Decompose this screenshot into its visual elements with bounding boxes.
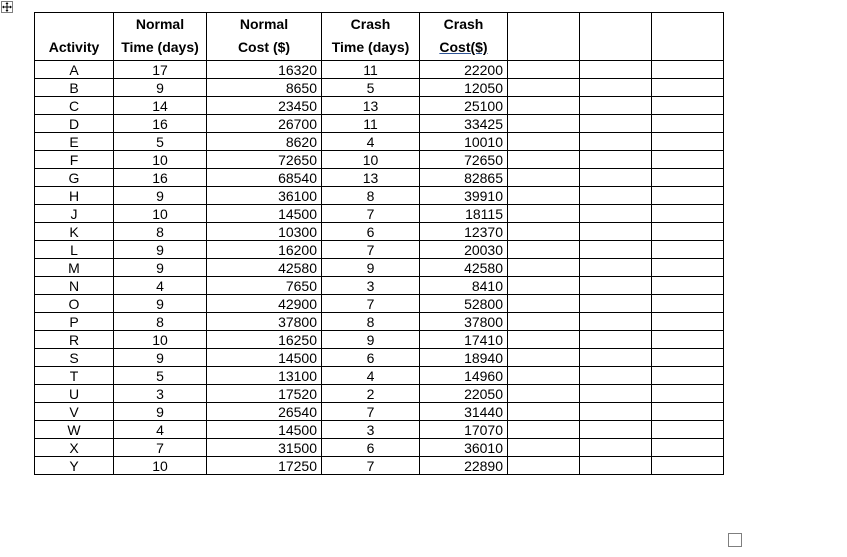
normal-time-cell[interactable]: 9 — [114, 79, 207, 97]
empty-cell[interactable] — [508, 439, 580, 457]
normal-cost-cell[interactable]: 16250 — [207, 331, 322, 349]
crash-time-cell[interactable]: 3 — [322, 277, 420, 295]
table-row — [35, 349, 724, 367]
normal-cost-cell[interactable]: 14500 — [207, 205, 322, 223]
crash-time-cell[interactable]: 4 — [322, 367, 420, 385]
normal-time-cell[interactable]: 9 — [114, 403, 207, 421]
normal-time-cell[interactable]: 10 — [114, 151, 207, 169]
empty-cell[interactable] — [508, 205, 580, 223]
table-row — [35, 223, 724, 241]
activity-cell[interactable]: G — [35, 169, 114, 187]
empty-cell[interactable] — [652, 349, 724, 367]
crash-time-cell[interactable]: 8 — [322, 187, 420, 205]
empty-cell[interactable] — [580, 403, 652, 421]
normal-cost-cell[interactable]: 14500 — [207, 349, 322, 367]
crash-time-cell[interactable]: 7 — [322, 457, 420, 475]
crash-time-cell[interactable]: 7 — [322, 241, 420, 259]
activity-cell[interactable]: P — [35, 313, 114, 331]
normal-time-cell[interactable]: 9 — [114, 241, 207, 259]
crash-cost-cell[interactable]: 12050 — [420, 79, 508, 97]
table-row — [35, 421, 724, 439]
crash-time-cell[interactable]: 13 — [322, 97, 420, 115]
empty-cell[interactable] — [508, 385, 580, 403]
empty-cell[interactable] — [508, 421, 580, 439]
table-row — [35, 241, 724, 259]
activity-cell[interactable]: L — [35, 241, 114, 259]
empty-cell[interactable] — [508, 13, 580, 61]
activity-cell[interactable]: R — [35, 331, 114, 349]
empty-cell[interactable] — [508, 367, 580, 385]
table-row — [35, 331, 724, 349]
empty-cell[interactable] — [508, 61, 580, 79]
empty-cell[interactable] — [508, 277, 580, 295]
normal-cost-cell[interactable]: 10300 — [207, 223, 322, 241]
crash-cost-cell[interactable]: 17410 — [420, 331, 508, 349]
table-row — [35, 367, 724, 385]
normal-time-cell[interactable]: 4 — [114, 421, 207, 439]
activity-cell[interactable]: K — [35, 223, 114, 241]
empty-cell[interactable] — [652, 277, 724, 295]
crash-time-cell[interactable]: 4 — [322, 133, 420, 151]
crash-cost-cell[interactable]: 12370 — [420, 223, 508, 241]
crash-time-cell[interactable]: 7 — [322, 403, 420, 421]
normal-cost-cell[interactable]: 7650 — [207, 277, 322, 295]
crash-time-cell[interactable]: 6 — [322, 439, 420, 457]
crash-cost-cell[interactable]: 42580 — [420, 259, 508, 277]
empty-cell[interactable] — [580, 421, 652, 439]
normal-cost-cell[interactable]: 16320 — [207, 61, 322, 79]
empty-cell[interactable] — [580, 169, 652, 187]
empty-cell[interactable] — [652, 421, 724, 439]
crash-time-cell[interactable]: 9 — [322, 259, 420, 277]
table-row — [35, 457, 724, 475]
crash-cost-cell[interactable]: 37800 — [420, 313, 508, 331]
empty-cell[interactable] — [508, 331, 580, 349]
normal-time-cell[interactable]: 5 — [114, 367, 207, 385]
activity-cell[interactable]: T — [35, 367, 114, 385]
table-row — [35, 259, 724, 277]
table-row — [35, 169, 724, 187]
normal-cost-cell[interactable]: 36100 — [207, 187, 322, 205]
table-row — [35, 277, 724, 295]
empty-cell[interactable] — [580, 439, 652, 457]
empty-cell[interactable] — [580, 241, 652, 259]
empty-cell[interactable] — [652, 331, 724, 349]
crash-cost-cell[interactable]: 22200 — [420, 61, 508, 79]
crash-cost-cell[interactable]: 10010 — [420, 133, 508, 151]
activity-cell[interactable]: E — [35, 133, 114, 151]
normal-time-cell[interactable]: 9 — [114, 259, 207, 277]
crash-time-cell[interactable]: 3 — [322, 421, 420, 439]
empty-cell[interactable] — [508, 403, 580, 421]
activity-cell[interactable]: A — [35, 61, 114, 79]
normal-cost-cell[interactable]: 42900 — [207, 295, 322, 313]
normal-time-cell[interactable]: 4 — [114, 277, 207, 295]
empty-cell[interactable] — [580, 277, 652, 295]
normal-time-cell[interactable]: 10 — [114, 457, 207, 475]
table-row — [35, 61, 724, 79]
activity-cell[interactable]: U — [35, 385, 114, 403]
normal-time-cell[interactable]: 9 — [114, 295, 207, 313]
normal-time-cell[interactable]: 10 — [114, 331, 207, 349]
table-row — [35, 133, 724, 151]
crash-time-cell[interactable]: 13 — [322, 169, 420, 187]
resize-square-icon[interactable] — [728, 533, 742, 547]
normal-cost-cell[interactable]: 16200 — [207, 241, 322, 259]
crash-cost-cell[interactable]: 22050 — [420, 385, 508, 403]
table-move-handle-icon[interactable] — [1, 1, 13, 13]
activity-cell[interactable]: C — [35, 97, 114, 115]
activity-cell[interactable]: J — [35, 205, 114, 223]
empty-cell[interactable] — [580, 61, 652, 79]
empty-cell[interactable] — [580, 115, 652, 133]
normal-time-cell[interactable]: 7 — [114, 439, 207, 457]
normal-cost-cell[interactable]: 31500 — [207, 439, 322, 457]
activity-cell[interactable]: N — [35, 277, 114, 295]
empty-cell[interactable] — [652, 187, 724, 205]
empty-cell[interactable] — [580, 97, 652, 115]
normal-time-cell[interactable]: 16 — [114, 169, 207, 187]
empty-cell[interactable] — [652, 133, 724, 151]
empty-cell[interactable] — [580, 13, 652, 61]
crash-cost-cell[interactable]: 72650 — [420, 151, 508, 169]
empty-cell[interactable] — [652, 367, 724, 385]
table-row — [35, 403, 724, 421]
empty-cell[interactable] — [652, 457, 724, 475]
empty-cell[interactable] — [652, 223, 724, 241]
crash-cost-cell[interactable]: 33425 — [420, 115, 508, 133]
activity-cell[interactable]: O — [35, 295, 114, 313]
table-row — [35, 151, 724, 169]
normal-cost-cell[interactable]: 17520 — [207, 385, 322, 403]
normal-cost-cell[interactable]: 37800 — [207, 313, 322, 331]
crash-time-cell[interactable]: 7 — [322, 295, 420, 313]
crash-cost-cell[interactable]: 20030 — [420, 241, 508, 259]
crash-cost-cell[interactable]: 25100 — [420, 97, 508, 115]
normal-cost-cell[interactable]: 8620 — [207, 133, 322, 151]
empty-cell[interactable] — [580, 349, 652, 367]
normal-cost-cell[interactable]: 68540 — [207, 169, 322, 187]
table-row — [35, 313, 724, 331]
activity-cell[interactable]: F — [35, 151, 114, 169]
header-activity[interactable]: Activity — [35, 13, 114, 61]
empty-cell[interactable] — [652, 151, 724, 169]
crash-cost-cell[interactable]: 14960 — [420, 367, 508, 385]
crash-cost-cell[interactable]: 17070 — [420, 421, 508, 439]
normal-cost-cell[interactable]: 72650 — [207, 151, 322, 169]
header-normal-cost[interactable]: Normal Cost ($) — [207, 13, 322, 61]
empty-cell[interactable] — [580, 331, 652, 349]
normal-time-cell[interactable]: 10 — [114, 205, 207, 223]
empty-cell[interactable] — [508, 241, 580, 259]
empty-cell[interactable] — [580, 259, 652, 277]
empty-cell[interactable] — [580, 187, 652, 205]
normal-cost-cell[interactable]: 26540 — [207, 403, 322, 421]
empty-cell[interactable] — [508, 169, 580, 187]
crash-cost-cell[interactable]: 36010 — [420, 439, 508, 457]
normal-time-cell[interactable]: 8 — [114, 223, 207, 241]
empty-cell[interactable] — [580, 223, 652, 241]
empty-cell[interactable] — [508, 457, 580, 475]
empty-cell[interactable] — [652, 61, 724, 79]
empty-cell[interactable] — [580, 385, 652, 403]
normal-time-cell[interactable]: 16 — [114, 115, 207, 133]
empty-cell[interactable] — [580, 205, 652, 223]
empty-cell[interactable] — [652, 13, 724, 61]
normal-time-cell[interactable]: 17 — [114, 61, 207, 79]
crash-cost-cell[interactable]: 31440 — [420, 403, 508, 421]
empty-cell[interactable] — [652, 79, 724, 97]
empty-cell[interactable] — [508, 79, 580, 97]
empty-cell[interactable] — [652, 385, 724, 403]
empty-cell[interactable] — [652, 241, 724, 259]
normal-cost-cell[interactable]: 26700 — [207, 115, 322, 133]
empty-cell[interactable] — [508, 313, 580, 331]
normal-cost-cell[interactable]: 14500 — [207, 421, 322, 439]
empty-cell[interactable] — [580, 313, 652, 331]
normal-cost-cell[interactable]: 8650 — [207, 79, 322, 97]
normal-time-cell[interactable]: 3 — [114, 385, 207, 403]
crash-time-cell[interactable]: 5 — [322, 79, 420, 97]
crash-time-cell[interactable]: 6 — [322, 349, 420, 367]
normal-cost-cell[interactable]: 17250 — [207, 457, 322, 475]
crash-cost-cell[interactable]: 39910 — [420, 187, 508, 205]
activity-cell[interactable]: Y — [35, 457, 114, 475]
normal-time-cell[interactable]: 8 — [114, 313, 207, 331]
header-normal-time[interactable]: Normal Time (days) — [114, 13, 207, 61]
table-row — [35, 115, 724, 133]
empty-cell[interactable] — [652, 313, 724, 331]
crash-time-cell[interactable]: 11 — [322, 115, 420, 133]
crash-time-cell[interactable]: 10 — [322, 151, 420, 169]
empty-cell[interactable] — [580, 151, 652, 169]
crash-cost-cell[interactable]: 22890 — [420, 457, 508, 475]
empty-cell[interactable] — [508, 259, 580, 277]
empty-cell[interactable] — [652, 259, 724, 277]
crash-cost-cell[interactable]: 18115 — [420, 205, 508, 223]
activity-cell[interactable]: V — [35, 403, 114, 421]
empty-cell[interactable] — [508, 115, 580, 133]
header-row — [35, 13, 724, 61]
crash-time-cell[interactable]: 8 — [322, 313, 420, 331]
activity-cell[interactable]: M — [35, 259, 114, 277]
crash-cost-cell[interactable]: 82865 — [420, 169, 508, 187]
normal-time-cell[interactable]: 5 — [114, 133, 207, 151]
normal-time-cell[interactable]: 14 — [114, 97, 207, 115]
normal-cost-cell[interactable]: 13100 — [207, 367, 322, 385]
table-row — [35, 97, 724, 115]
move-arrows-icon — [2, 2, 12, 12]
normal-time-cell[interactable]: 9 — [114, 187, 207, 205]
crash-cost-cell[interactable]: 52800 — [420, 295, 508, 313]
crash-cost-cell[interactable]: 8410 — [420, 277, 508, 295]
activity-cell[interactable]: B — [35, 79, 114, 97]
crash-time-cell[interactable]: 11 — [322, 61, 420, 79]
crash-time-cell[interactable]: 7 — [322, 205, 420, 223]
empty-cell[interactable] — [508, 223, 580, 241]
table-row — [35, 439, 724, 457]
activity-cell[interactable]: X — [35, 439, 114, 457]
header-crash-cost[interactable]: Crash Cost($) — [420, 13, 508, 61]
empty-cell[interactable] — [580, 457, 652, 475]
normal-cost-cell[interactable]: 23450 — [207, 97, 322, 115]
empty-cell[interactable] — [508, 133, 580, 151]
crash-cost-cell[interactable]: 18940 — [420, 349, 508, 367]
normal-time-cell[interactable]: 9 — [114, 349, 207, 367]
table-row — [35, 187, 724, 205]
empty-cell[interactable] — [580, 79, 652, 97]
table-row — [35, 79, 724, 97]
empty-cell[interactable] — [508, 295, 580, 313]
normal-cost-cell[interactable]: 42580 — [207, 259, 322, 277]
empty-cell[interactable] — [580, 367, 652, 385]
empty-cell[interactable] — [508, 97, 580, 115]
empty-cell[interactable] — [652, 439, 724, 457]
empty-cell[interactable] — [580, 295, 652, 313]
empty-cell[interactable] — [652, 403, 724, 421]
crash-time-cell[interactable]: 6 — [322, 223, 420, 241]
header-crash-time[interactable]: Crash Time (days) — [322, 13, 420, 61]
crash-time-cell[interactable]: 9 — [322, 331, 420, 349]
activity-cell[interactable]: D — [35, 115, 114, 133]
empty-cell[interactable] — [652, 295, 724, 313]
empty-cell[interactable] — [508, 349, 580, 367]
table-row — [35, 385, 724, 403]
table-row — [35, 295, 724, 313]
empty-cell[interactable] — [580, 133, 652, 151]
empty-cell[interactable] — [652, 115, 724, 133]
empty-cell[interactable] — [508, 187, 580, 205]
activity-cell[interactable]: S — [35, 349, 114, 367]
table-row — [35, 205, 724, 223]
crash-time-cell[interactable]: 2 — [322, 385, 420, 403]
activity-cell[interactable]: W — [35, 421, 114, 439]
activity-table — [34, 12, 724, 475]
empty-cell[interactable] — [652, 205, 724, 223]
empty-cell[interactable] — [652, 169, 724, 187]
empty-cell[interactable] — [652, 97, 724, 115]
empty-cell[interactable] — [508, 151, 580, 169]
activity-cell[interactable]: H — [35, 187, 114, 205]
